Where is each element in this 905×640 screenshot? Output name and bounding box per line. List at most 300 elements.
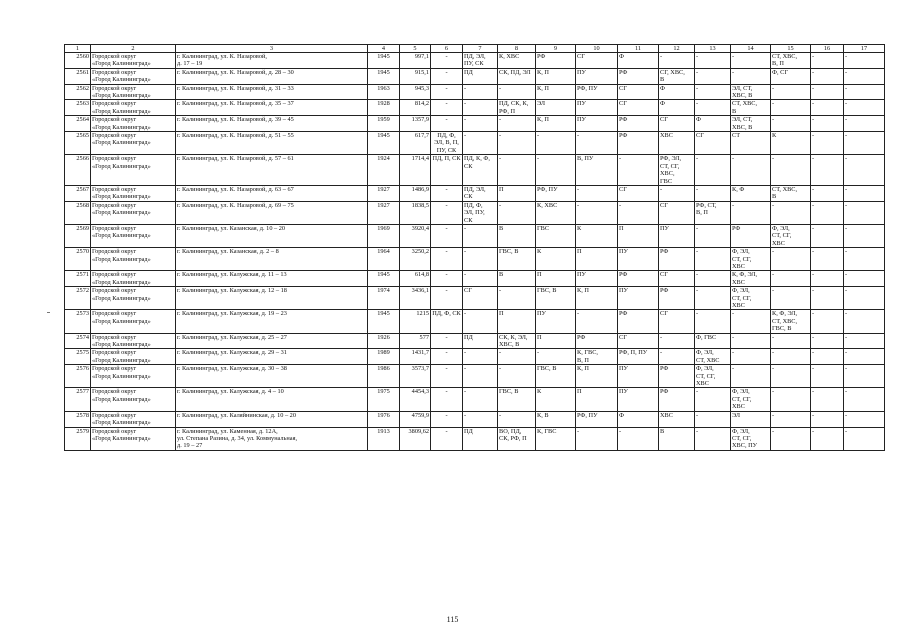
table-cell: -	[731, 349, 771, 365]
table-cell: -	[844, 84, 885, 100]
table-cell: -	[811, 224, 844, 247]
table-cell: СТ	[731, 132, 771, 155]
table-cell: ПД	[463, 68, 498, 84]
table-cell: -	[844, 388, 885, 411]
table-cell: СГ	[695, 132, 731, 155]
table-row	[65, 201, 885, 224]
column-number-cell: 11	[618, 45, 659, 53]
table-cell: ПД, Ф, СК	[431, 310, 463, 333]
table-cell: -	[463, 84, 498, 100]
table-cell: -	[731, 53, 771, 69]
table-cell: -	[498, 132, 536, 155]
table-cell: СТ, ХВС, В	[731, 100, 771, 116]
table-cell: К, П	[536, 84, 576, 100]
table-cell: К, Ф, ЭЛ, СТ, ХВС, ГВС, В	[771, 310, 811, 333]
table-cell: Ф	[618, 411, 659, 427]
table-cell: В	[498, 224, 536, 247]
table-cell: -	[463, 100, 498, 116]
column-number-cell: 1	[65, 45, 91, 53]
table-cell: -	[695, 287, 731, 310]
table-cell: -	[731, 365, 771, 388]
column-number-cell: 7	[463, 45, 498, 53]
table-cell: -	[731, 310, 771, 333]
table-cell: П	[536, 271, 576, 287]
table-row	[65, 411, 885, 427]
table-cell: -	[844, 310, 885, 333]
table-cell: г. Калининград, ул. К. Назаровой, д. 51 – 55	[176, 132, 368, 155]
table-cell: -	[811, 185, 844, 201]
table-cell: ПД, П, СК	[431, 155, 463, 186]
table-cell: 1989	[368, 349, 400, 365]
table-cell: 1215	[400, 310, 431, 333]
table-cell: -	[771, 365, 811, 388]
table-cell: -	[431, 333, 463, 349]
table-cell: СГ	[618, 185, 659, 201]
table-cell: -	[771, 248, 811, 271]
table-cell: -	[463, 132, 498, 155]
table-cell: -	[536, 155, 576, 186]
table-cell: -	[576, 427, 618, 450]
table-cell: РФ	[618, 271, 659, 287]
table-cell: -	[498, 201, 536, 224]
table-cell: В, ПУ	[576, 155, 618, 186]
table-row	[65, 185, 885, 201]
table-row	[65, 132, 885, 155]
table-cell: Городской округ «Город Калининград»	[91, 116, 176, 132]
table-cell: ПД	[463, 333, 498, 349]
table-cell: ПУ	[618, 248, 659, 271]
table-cell: 2571	[65, 271, 91, 287]
table-cell: РФ	[659, 287, 695, 310]
table-cell: Городской округ «Город Калининград»	[91, 271, 176, 287]
scan-mark	[47, 312, 50, 313]
table-row	[65, 388, 885, 411]
table-cell: СК, К, ЭЛ, ХВС, В	[498, 333, 536, 349]
column-number-cell: 12	[659, 45, 695, 53]
table-cell: -	[431, 201, 463, 224]
table-cell: -	[811, 201, 844, 224]
table-cell: 1986	[368, 365, 400, 388]
table-cell: -	[463, 248, 498, 271]
table-cell: -	[431, 185, 463, 201]
table-cell: Городской округ «Город Калининград»	[91, 132, 176, 155]
column-number-cell: 3	[176, 45, 368, 53]
table-cell: -	[771, 201, 811, 224]
table-cell: 617,7	[400, 132, 431, 155]
table-cell: -	[695, 100, 731, 116]
table-cell: 577	[400, 333, 431, 349]
table-cell: СГ	[659, 271, 695, 287]
table-cell: СГ	[659, 201, 695, 224]
table-cell: 2573	[65, 310, 91, 333]
table-row	[65, 68, 885, 84]
table-cell: Ф, ЭЛ, СТ, СГ, ХВС	[771, 224, 811, 247]
column-number-cell: 15	[771, 45, 811, 53]
table-cell: РФ, П, ПУ	[618, 349, 659, 365]
table-cell: -	[431, 427, 463, 450]
table-cell: 1486,9	[400, 185, 431, 201]
table-cell: Ф, ЭЛ, СТ, СГ, ХВС	[731, 388, 771, 411]
column-number-row	[65, 45, 885, 53]
table-cell: -	[431, 271, 463, 287]
table-cell: ПУ	[536, 310, 576, 333]
table-row	[65, 271, 885, 287]
table-cell: -	[771, 333, 811, 349]
table-cell: -	[659, 185, 695, 201]
table-cell: -	[811, 427, 844, 450]
table-cell: -	[811, 100, 844, 116]
table-cell: 997,1	[400, 53, 431, 69]
table-cell: РФ	[659, 388, 695, 411]
table-cell: ПУ	[618, 365, 659, 388]
table-cell: -	[811, 53, 844, 69]
table-cell: СГ	[576, 53, 618, 69]
table-cell: РФ, ЭЛ, СТ, СГ, ХВС, ГВС	[659, 155, 695, 186]
table-cell: ЭЛ, СТ, ХВС, В	[731, 84, 771, 100]
table-cell: Ф	[659, 100, 695, 116]
table-cell: 1945	[368, 53, 400, 69]
table-cell: г. Калининград, ул. Казанская, д. 10 – 20	[176, 224, 368, 247]
table-cell: СГ	[618, 333, 659, 349]
table-cell: Ф, ЭЛ, СТ, СГ, ХВС, ПУ	[731, 427, 771, 450]
table-cell: Городской округ «Город Калининград»	[91, 185, 176, 201]
table-cell: К, ГВС, В, П	[576, 349, 618, 365]
column-number-cell: 2	[91, 45, 176, 53]
table-row	[65, 100, 885, 116]
table-cell: РФ	[618, 310, 659, 333]
column-number-cell: 14	[731, 45, 771, 53]
table-cell: г. Калининград, ул. К. Назаровой, д. 35 – 37	[176, 100, 368, 116]
table-cell: -	[771, 116, 811, 132]
page-number: 115	[446, 615, 459, 624]
table-cell: -	[731, 201, 771, 224]
table-cell: 2566	[65, 155, 91, 186]
table-cell: РФ	[731, 224, 771, 247]
table-cell: -	[576, 185, 618, 201]
table-cell: 1926	[368, 333, 400, 349]
table-cell: ПУ	[618, 388, 659, 411]
table-row	[65, 365, 885, 388]
table-row	[65, 116, 885, 132]
table-cell: -	[431, 53, 463, 69]
table-cell: -	[431, 116, 463, 132]
table-cell: -	[695, 271, 731, 287]
table-cell: ПД, Ф, ЭЛ, ПУ, СК	[463, 201, 498, 224]
table-cell: 2568	[65, 201, 91, 224]
table-cell: П	[576, 388, 618, 411]
table-cell: К, Ф	[731, 185, 771, 201]
table-cell: П	[618, 224, 659, 247]
table-cell: 1945	[368, 310, 400, 333]
table-cell: ПД	[463, 427, 498, 450]
table-cell: ПУ	[659, 224, 695, 247]
table-cell: г. Калининград, ул. К. Назаровой, д. 28 – 30	[176, 68, 368, 84]
table-cell: СГ	[659, 116, 695, 132]
column-number-cell: 16	[811, 45, 844, 53]
table-cell: Городской округ «Город Калининград»	[91, 201, 176, 224]
table-cell: ХВС	[659, 411, 695, 427]
table-cell: ПУ	[618, 287, 659, 310]
table-cell: К, П	[536, 68, 576, 84]
table-cell: -	[498, 155, 536, 186]
table-cell: -	[844, 53, 885, 69]
table-cell: -	[844, 185, 885, 201]
table-cell: -	[618, 427, 659, 450]
table-cell: 915,1	[400, 68, 431, 84]
table-cell: -	[771, 411, 811, 427]
table-cell: -	[811, 155, 844, 186]
table-cell: К	[536, 388, 576, 411]
table-cell: -	[695, 155, 731, 186]
table-cell: Городской округ «Город Калининград»	[91, 411, 176, 427]
table-cell: ПД, К, Ф, СК	[463, 155, 498, 186]
table-cell: ЭЛ	[536, 100, 576, 116]
table-cell: 2572	[65, 287, 91, 310]
table-cell: 1969	[368, 224, 400, 247]
table-cell: -	[844, 427, 885, 450]
table-cell: 1963	[368, 84, 400, 100]
table-cell: 1974	[368, 287, 400, 310]
table-cell: г. Калининград, ул. Калужская, д. 11 – 13	[176, 271, 368, 287]
table-cell: -	[771, 271, 811, 287]
table-cell: П	[576, 248, 618, 271]
table-cell: -	[695, 310, 731, 333]
table-cell: 1714,4	[400, 155, 431, 186]
table-cell: -	[576, 132, 618, 155]
table-cell: ПД, Ф, ЭЛ, В, П, ПУ, СК	[431, 132, 463, 155]
table-cell: -	[811, 388, 844, 411]
table-cell: 2562	[65, 84, 91, 100]
register-table	[64, 44, 885, 451]
table-cell: -	[431, 84, 463, 100]
table-cell: Городской округ «Город Калининград»	[91, 310, 176, 333]
table-cell: 3920,4	[400, 224, 431, 247]
table-cell: -	[659, 53, 695, 69]
table-cell: К	[576, 224, 618, 247]
table-cell: -	[463, 224, 498, 247]
column-number-cell: 9	[536, 45, 576, 53]
table-cell: 2579	[65, 427, 91, 450]
table-cell: 3573,7	[400, 365, 431, 388]
table-cell: -	[463, 116, 498, 132]
table-cell: РФ, ПУ	[536, 185, 576, 201]
table-cell: -	[811, 116, 844, 132]
table-cell: ГВС, В	[536, 365, 576, 388]
table-cell: -	[536, 132, 576, 155]
table-cell: К, В	[536, 411, 576, 427]
table-cell: СГ	[618, 84, 659, 100]
table-row	[65, 84, 885, 100]
table-cell: В	[498, 271, 536, 287]
table-cell: К, Ф, ЭЛ, ХВС	[731, 271, 771, 287]
table-cell: РФ, ПУ	[576, 84, 618, 100]
table-cell: -	[431, 365, 463, 388]
table-cell: 1928	[368, 100, 400, 116]
table-cell: 2570	[65, 248, 91, 271]
table-cell: -	[695, 224, 731, 247]
table-cell: Городской округ «Город Калининград»	[91, 155, 176, 186]
table-cell: -	[498, 116, 536, 132]
table-cell: -	[844, 248, 885, 271]
table-cell: ГВС, В	[536, 287, 576, 310]
table-cell: ГВС	[536, 224, 576, 247]
table-cell: 2561	[65, 68, 91, 84]
table-cell: РФ	[618, 68, 659, 84]
table-cell: СТ, ХВС, В, П	[771, 53, 811, 69]
table-cell: г. Калининград, ул. Калужская, д. 25 – 27	[176, 333, 368, 349]
table-cell: -	[463, 349, 498, 365]
table-cell: СГ	[659, 310, 695, 333]
table-cell: -	[659, 349, 695, 365]
table-cell: К, ГВС	[536, 427, 576, 450]
table-cell: -	[811, 365, 844, 388]
table-cell: 2576	[65, 365, 91, 388]
table-cell: Городской округ «Город Калининград»	[91, 53, 176, 69]
table-cell: -	[731, 333, 771, 349]
table-cell: 1964	[368, 248, 400, 271]
table-cell: 2577	[65, 388, 91, 411]
table-cell: -	[811, 411, 844, 427]
table-cell: -	[811, 248, 844, 271]
column-number-cell: 5	[400, 45, 431, 53]
table-cell: -	[811, 287, 844, 310]
table-cell: РФ, СТ, В, П	[695, 201, 731, 224]
table-cell: 3250,2	[400, 248, 431, 271]
table-row	[65, 287, 885, 310]
table-cell: -	[498, 411, 536, 427]
table-cell: К	[771, 132, 811, 155]
table-cell: -	[498, 287, 536, 310]
table-cell: -	[844, 68, 885, 84]
table-cell: -	[731, 155, 771, 186]
table-cell: РФ	[659, 365, 695, 388]
table-cell: СК, ПД, ЭЛ	[498, 68, 536, 84]
table-cell: Ф	[695, 116, 731, 132]
table-cell: К	[536, 248, 576, 271]
table-cell: 1838,5	[400, 201, 431, 224]
table-cell: Городской округ «Город Калининград»	[91, 248, 176, 271]
table-cell: Городской округ «Город Калининград»	[91, 333, 176, 349]
column-number-cell: 10	[576, 45, 618, 53]
table-row	[65, 155, 885, 186]
table-cell: Ф, ГВС	[695, 333, 731, 349]
table-cell: ПД, ЭЛ, СК	[463, 185, 498, 201]
table-cell: -	[695, 53, 731, 69]
table-cell: 1959	[368, 116, 400, 132]
table-cell: Городской округ «Город Калининград»	[91, 349, 176, 365]
table-cell: -	[771, 100, 811, 116]
table-cell: г. Калининград, ул. К. Назаровой, д. 57 – 61	[176, 155, 368, 186]
table-cell: 1924	[368, 155, 400, 186]
table-cell: Ф, СГ	[771, 68, 811, 84]
table-row	[65, 248, 885, 271]
table-cell: г. Калининград, ул. Казанская, д. 2 – 8	[176, 248, 368, 271]
table-cell: В	[659, 427, 695, 450]
table-cell: -	[811, 68, 844, 84]
table-cell: -	[431, 68, 463, 84]
table-cell: г. Калининград, ул. Калужская, д. 12 – 18	[176, 287, 368, 310]
table-cell: -	[695, 68, 731, 84]
column-number-cell: 13	[695, 45, 731, 53]
table-cell: -	[431, 224, 463, 247]
table-cell: -	[844, 224, 885, 247]
table-cell: -	[576, 310, 618, 333]
table-cell: -	[844, 411, 885, 427]
table-cell: г. Калининград, ул. Каляйнинская, д. 10 – 20	[176, 411, 368, 427]
table-cell: Городской округ «Город Калининград»	[91, 224, 176, 247]
table-cell: г. Калининград, ул. Калужская, д. 30 – 38	[176, 365, 368, 388]
table-cell: К, П	[536, 116, 576, 132]
table-cell: Городской округ «Город Калининград»	[91, 388, 176, 411]
table-cell: г. Калининград, ул. Каменная, д. 12А, ул. Степана Разина, д. 34, ул. Коммунальная, д. 19 – 27	[176, 427, 368, 450]
table-cell: -	[844, 287, 885, 310]
table-cell: 2578	[65, 411, 91, 427]
table-cell: -	[771, 287, 811, 310]
table-cell: -	[844, 271, 885, 287]
table-cell: -	[695, 388, 731, 411]
table-cell: -	[771, 388, 811, 411]
table-cell: -	[431, 349, 463, 365]
table-cell: 2565	[65, 132, 91, 155]
table-cell: К, П	[576, 287, 618, 310]
table-cell: -	[463, 388, 498, 411]
table-cell: -	[695, 185, 731, 201]
table-cell: Городской округ «Город Калининград»	[91, 365, 176, 388]
table-cell: ХВС	[659, 132, 695, 155]
table-cell: -	[463, 365, 498, 388]
table-cell: 2575	[65, 349, 91, 365]
table-cell: -	[463, 271, 498, 287]
table-cell: ПУ	[576, 100, 618, 116]
table-cell: 1913	[368, 427, 400, 450]
table-cell: 3436,1	[400, 287, 431, 310]
table-cell: РФ, ПУ	[576, 411, 618, 427]
table-cell: РФ	[618, 116, 659, 132]
table-cell: г. Калининград, ул. К. Назаровой, д. 69 – 75	[176, 201, 368, 224]
table-cell: 1975	[368, 388, 400, 411]
table-cell: -	[431, 411, 463, 427]
table-cell: -	[844, 201, 885, 224]
table-cell: -	[771, 427, 811, 450]
table-cell: -	[771, 84, 811, 100]
table-cell: -	[844, 155, 885, 186]
table-cell: Городской округ «Город Калининград»	[91, 287, 176, 310]
table-cell: г. Калининград, ул. К. Назаровой, д. 39 – 45	[176, 116, 368, 132]
table-cell: ГВС, В	[498, 388, 536, 411]
table-cell: -	[771, 155, 811, 186]
column-number-cell: 4	[368, 45, 400, 53]
table-cell: -	[431, 287, 463, 310]
table-cell: ПД, ЭЛ, ПУ, СК	[463, 53, 498, 69]
table-cell: РФ	[536, 53, 576, 69]
table-cell: 2567	[65, 185, 91, 201]
table-cell: ВО, ПД, СК, РФ, П	[498, 427, 536, 450]
table-cell: -	[811, 333, 844, 349]
table-cell: 814,2	[400, 100, 431, 116]
table-cell: -	[811, 271, 844, 287]
table-cell: -	[431, 248, 463, 271]
table-cell: -	[536, 349, 576, 365]
table-cell: П	[498, 185, 536, 201]
table-cell: -	[771, 349, 811, 365]
register-table-body	[65, 45, 885, 451]
table-cell: Ф, ЭЛ, СТ, СГ, ХВС	[695, 365, 731, 388]
table-cell: 4759,9	[400, 411, 431, 427]
table-cell: 1357,9	[400, 116, 431, 132]
table-cell: -	[844, 132, 885, 155]
column-number-cell: 6	[431, 45, 463, 53]
table-cell: г. Калининград, ул. К. Назаровой, д. 17 – 19	[176, 53, 368, 69]
